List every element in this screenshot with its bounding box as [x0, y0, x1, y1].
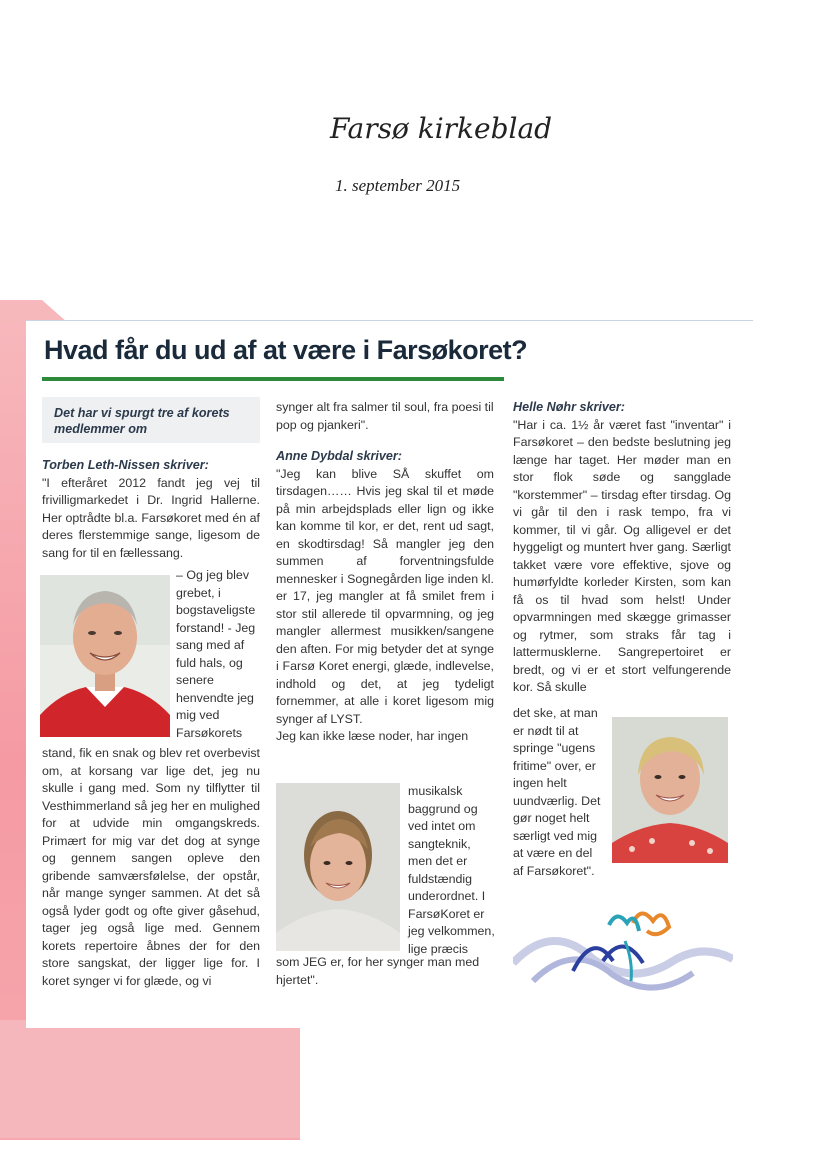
choir-flower-logo	[513, 901, 733, 1011]
col2-side	[408, 783, 496, 958]
col1-text-top: "I efteråret 2012 fandt jeg vej til frivilligmarkedet i Dr. Ingrid Hallerne. Her optrådte bl.a. Farsøkoret med én af deres flerstemmige sange, ligesom de sang for til en fællessang.	[42, 475, 260, 560]
pink-decoration-bottom	[0, 1020, 300, 1138]
intro-box: Det har vi spurgt tre af korets medlemmer om	[42, 397, 260, 443]
article-panel	[26, 320, 753, 1028]
col3-text-side: det ske, at man er nødt til at springe "ugens fritime" over, er ingen helt uundværlig. Det gør noget helt særligt ved mig at være en del af Farsøkoret".	[513, 706, 601, 878]
col3-text-main: "Har i ca. 1½ år været fast "inventar" i Farsøkoret – den bedste beslutning jeg længe har taget. Her møder man en stor flok søde og sangglade "korstemmer" – tirsdag efter tirsdag. Og vi går til den i rask tempo, fra vi kommer, til vi går. Og alligevel er det hyggeligt og muntert hver gang. Særligt takket være vore effektive, sjove og humørfyldte korleder Kirsten, som kan få os til hvad som helst! Under opvarmningen med skægge grimasser og rytmer, som straks får tag i lattermusklerne. Sangrepertoiret er bredt, og vi er et stort velfungerende kor. Så skulle	[513, 417, 731, 694]
col2-bottom	[276, 954, 494, 989]
col2-text-side: musikalsk baggrund og ved intet om sangteknik, men det er fuldstændig underordnet. I FarsøKoret er jeg velkommen, lige præcis	[408, 784, 495, 956]
byline-torben: Torben Leth-Nissen skriver:	[42, 458, 209, 472]
col2-text-main: "Jeg kan blive SÅ skuffet om tirsdagen…… Hvis jeg skal til et møde på min arbejdsplads eller lign og ikke kan komme til kor, er det, rent ud sagt, en skodtirsdag! Så mangler jeg den summen af forventningsfulde mennesker i Sognegården lige inden kl. er 17, jeg mangler at få smilet frem i stor stil allerede til opvarmning, og jeg mangler allermest musikken/sangene den aften. For mig betyder det at synge i Farsø Koret energi, glæde, indlevelse, indhold og det, at jeg tydeligt fornemmer, at alle i koret ligesom mig synger af LYST.	[276, 466, 494, 726]
col1-text-bottom: stand, fik en snak og blev ret overbevist om, at korsang var lige det, jeg nu skulle i gang med. Som ny tilflytter til Vesthimmerland så jeg her en mulighed for at udvide min omgangskreds. Primært for mig var det dog at synge og gennem sangen opleve den gribende samværsfølelse, der opstår, når mange synger sammen. At det så også lyder godt og ofte giver gåsehud, tager jeg også lige med. Gennem korets repertoire åbnes der for den store sangskat, der ligger lige for. I koret synger vi for glæde, og vi	[42, 746, 260, 988]
col2-text-top: synger alt fra salmer til soul, fra poesi til pop og pjankeri".	[276, 400, 494, 432]
publication-date: 1. september 2015	[335, 176, 461, 195]
byline-anne: Anne Dybdal skriver:	[276, 449, 402, 463]
col1-bottom	[42, 745, 260, 990]
photo-anne	[276, 783, 400, 951]
column-1	[42, 457, 260, 562]
col1-side	[176, 567, 260, 742]
headline-rule	[42, 377, 504, 381]
col2-text-line: Jeg kan ikke læse noder, har ingen	[276, 729, 469, 743]
col3-side	[513, 705, 603, 880]
publication-title: Farsø kirkeblad	[330, 112, 553, 145]
photo-helle	[612, 717, 728, 863]
col1-text-side: – Og jeg blev grebet, i bogstaveligste forstand! - Jeg sang med af fuld hals, og senere henvendte jeg mig ved Farsøkorets	[176, 568, 256, 740]
column-3	[513, 399, 731, 697]
article-headline: Hvad får du ud af at være i Farsøkoret?	[44, 335, 528, 365]
photo-torben	[40, 575, 170, 737]
column-2	[276, 399, 494, 746]
col2-text-bottom: som JEG er, for her synger man med hjertet".	[276, 955, 480, 987]
byline-helle: Helle Nøhr skriver:	[513, 400, 625, 414]
